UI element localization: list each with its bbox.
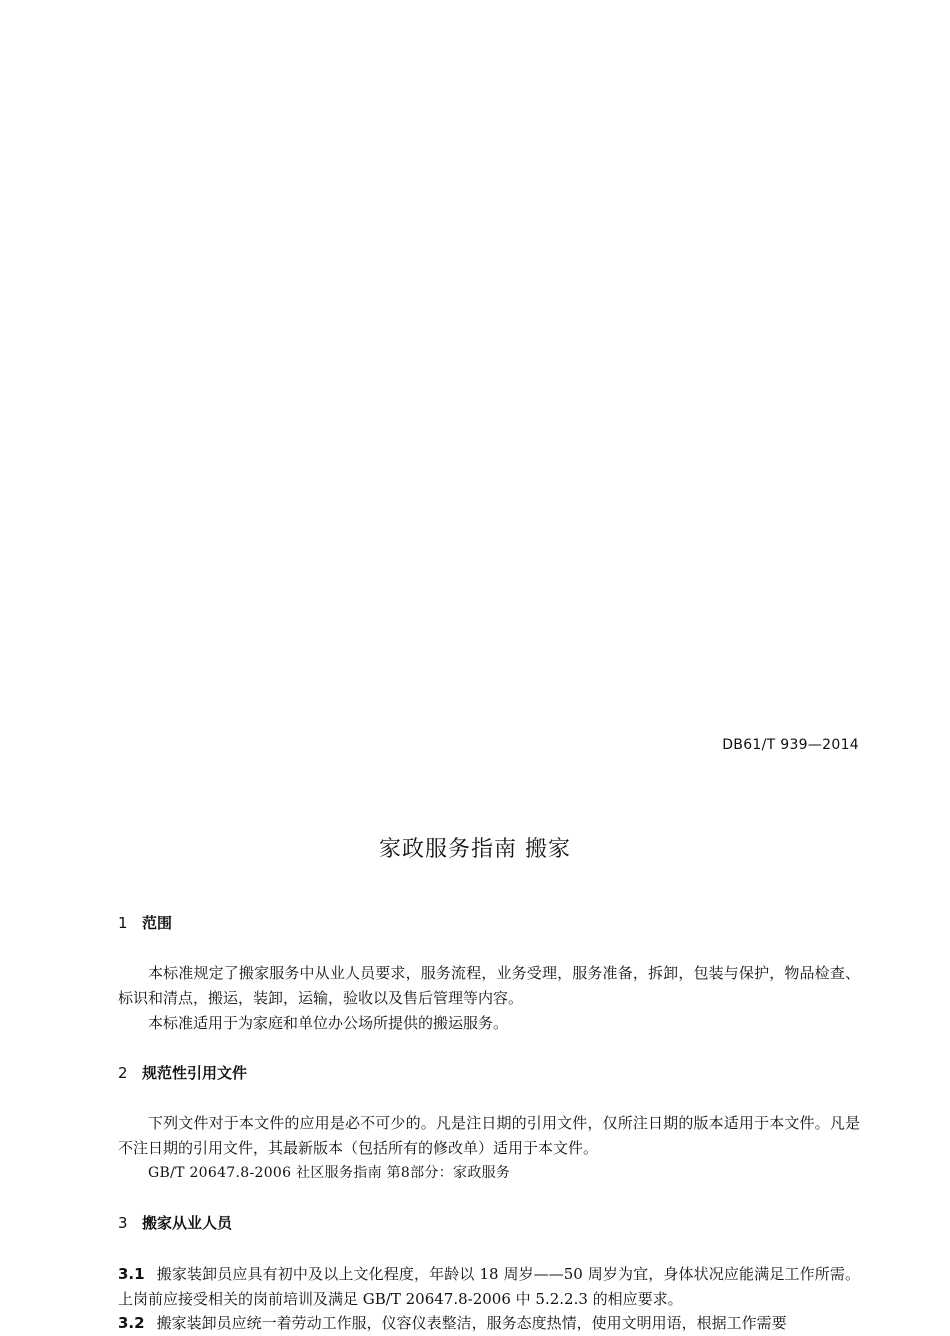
scope-paragraph-2: 本标准适用于为家庭和单位办公场所提供的搬运服务。 [148, 1014, 509, 1032]
document-title: 家政服务指南 搬家 [379, 837, 571, 862]
scope-paragraph-1: 本标准规定了搬家服务中从业人员要求，服务流程，业务受理，服务准备，拆卸，包装与保护，物品检查、标识和清点，搬运，装卸，运输，验收以及售后管理等内容。 [118, 964, 860, 1007]
section-title: 范围 [142, 914, 173, 932]
references-paragraph: 下列文件对于本文件的应用是必不可少的。凡是注日期的引用文件，仅所注日期的版本适用于本文件。凡是不注日期的引用文件，其最新版本（包括所有的修改单）适用于本文件。 [118, 1114, 860, 1157]
clause-text: 搬家装卸员应具有初中及以上文化程度，年龄以 18 周岁——50 周岁为宜，身体状况应能满足工作所需。上岗前应接受相关的岗前培训及满足 GB/T 20647.8-2006 中 5.2.2.3 的相应要求。 [118, 1265, 860, 1308]
section-heading-personnel [118, 1212, 232, 1233]
section-title: 搬家从业人员 [142, 1214, 233, 1232]
section-title: 规范性引用文件 [142, 1064, 248, 1082]
clause-number: 3.2 [118, 1314, 145, 1332]
standard-code: DB61/T 939—2014 [722, 737, 859, 753]
clause-3-1 [118, 1262, 860, 1312]
section-number: 2 [118, 1064, 128, 1082]
section-heading-normative-references [118, 1062, 247, 1083]
reference-item: GB/T 20647.8-2006 社区服务指南 第8部分：家政服务 [148, 1165, 511, 1181]
section-number: 3 [118, 1214, 128, 1232]
section-heading-scope [118, 912, 172, 933]
clause-3-2 [118, 1311, 860, 1336]
clause-text: 搬家装卸员应统一着劳动工作服，仪容仪表整洁，服务态度热情，使用文明用语，根据工作需要 [156, 1314, 787, 1332]
section-number: 1 [118, 914, 128, 932]
clause-number: 3.1 [118, 1265, 145, 1283]
